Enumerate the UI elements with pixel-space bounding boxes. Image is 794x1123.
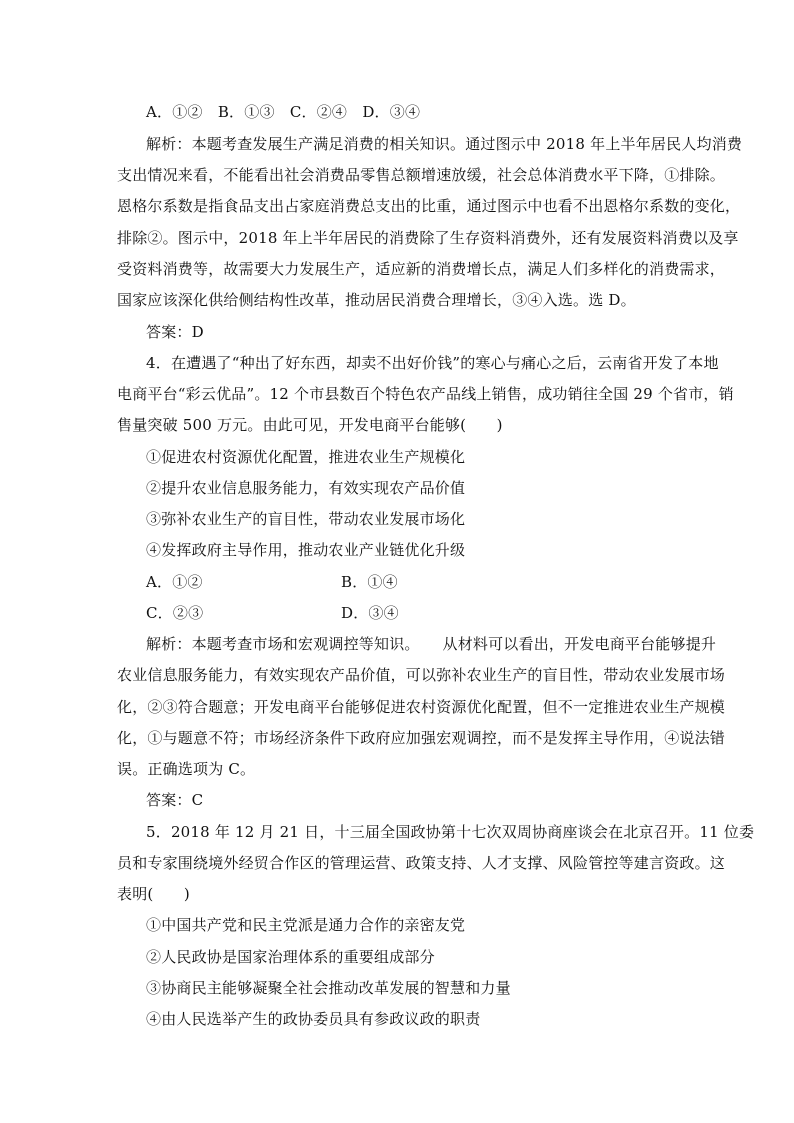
q3-analysis-line-4: 排除②。图示中，2018 年上半年居民的消费除了生存资料消费外，还有发展资料消费以及享: [117, 229, 739, 247]
q3-analysis-line-5: 受资料消费等，故需要大力发展生产，适应新的消费增长点，满足人们多样化的消费需求，: [117, 260, 726, 278]
q4-option-a: A．①②: [146, 573, 203, 591]
q4-item-3: ③弥补农业生产的盲目性，带动农业发展市场化: [146, 510, 466, 528]
q4-stem-line-1: 4．在遭遇了“种出了好东西，却卖不出好价钱”的寒心与痛心之后，云南省开发了本地: [146, 354, 719, 372]
q4-item-4: ④发挥政府主导作用，推动农业产业链优化升级: [146, 541, 466, 559]
q4-stem-line-2: 电商平台“彩云优品”。12 个市县数百个特色农产品线上销售，成功销往全国 29 个省市，销: [117, 385, 734, 403]
q5-stem-line-3: 表明( ): [117, 885, 190, 903]
q4-analysis-line-5: 误。正确选项为 C。: [117, 760, 256, 778]
q4-item-2: ②提升农业信息服务能力，有效实现农产品价值: [146, 479, 466, 497]
q5-stem-line-1: 5．2018 年 12 月 21 日，十三届全国政协第十七次双周协商座谈会在北京召开。11 位委: [146, 823, 755, 841]
q4-analysis-line-1: 解析：本题考查市场和宏观调控等知识。 从材料可以看出，开发电商平台能够提升: [146, 635, 717, 653]
q4-option-b: B．①④: [341, 573, 398, 591]
q5-item-2: ②人民政协是国家治理体系的重要组成部分: [146, 948, 435, 966]
q3-analysis-line-2: 支出情况来看，不能看出社会消费品零售总额增速放缓，社会总体消费水平下降，①排除。: [117, 166, 726, 184]
q4-item-1: ①促进农村资源优化配置，推进农业生产规模化: [146, 448, 466, 466]
q4-analysis-line-3: 化，②③符合题意；开发电商平台能够促进农村资源优化配置，但不一定推进农业生产规模: [117, 698, 726, 716]
q5-item-3: ③协商民主能够凝聚全社会推动改革发展的智慧和力量: [146, 979, 511, 997]
q4-stem-line-3: 售量突破 500 万元。由此可见，开发电商平台能够( ): [117, 416, 503, 434]
q5-item-1: ①中国共产党和民主党派是通力合作的亲密友党: [146, 916, 466, 934]
q3-analysis-line-1: 解析：本题考查发展生产满足消费的相关知识。通过图示中 2018 年上半年居民人均消费: [146, 135, 743, 153]
q4-answer: 答案：C: [146, 791, 204, 809]
q4-analysis-line-4: 化，①与题意不符；市场经济条件下政府应加强宏观调控，而不是发挥主导作用，④说法错: [117, 729, 726, 747]
q4-analysis-line-2: 农业信息服务能力，有效实现农产品价值，可以弥补农业生产的盲目性，带动农业发展市场: [117, 666, 726, 684]
q3-analysis-line-3: 恩格尔系数是指食品支出占家庭消费总支出的比重，通过图示中也看不出恩格尔系数的变化，: [117, 197, 741, 215]
q5-stem-line-2: 员和专家围绕境外经贸合作区的管理运营、政策支持、人才支撑、风险管控等建言资政。这: [117, 854, 726, 872]
q3-answer: 答案：D: [146, 323, 204, 341]
q5-item-4: ④由人民选举产生的政协委员具有参政议政的职责: [146, 1010, 481, 1028]
q3-analysis-line-6: 国家应该深化供给侧结构性改革，推动居民消费合理增长，③④入选。选 D。: [117, 291, 636, 309]
q4-option-c: C．②③: [146, 604, 204, 622]
q4-option-d: D．③④: [341, 604, 399, 622]
q3-options: A．①② B．①③ C．②④ D．③④: [146, 103, 421, 121]
